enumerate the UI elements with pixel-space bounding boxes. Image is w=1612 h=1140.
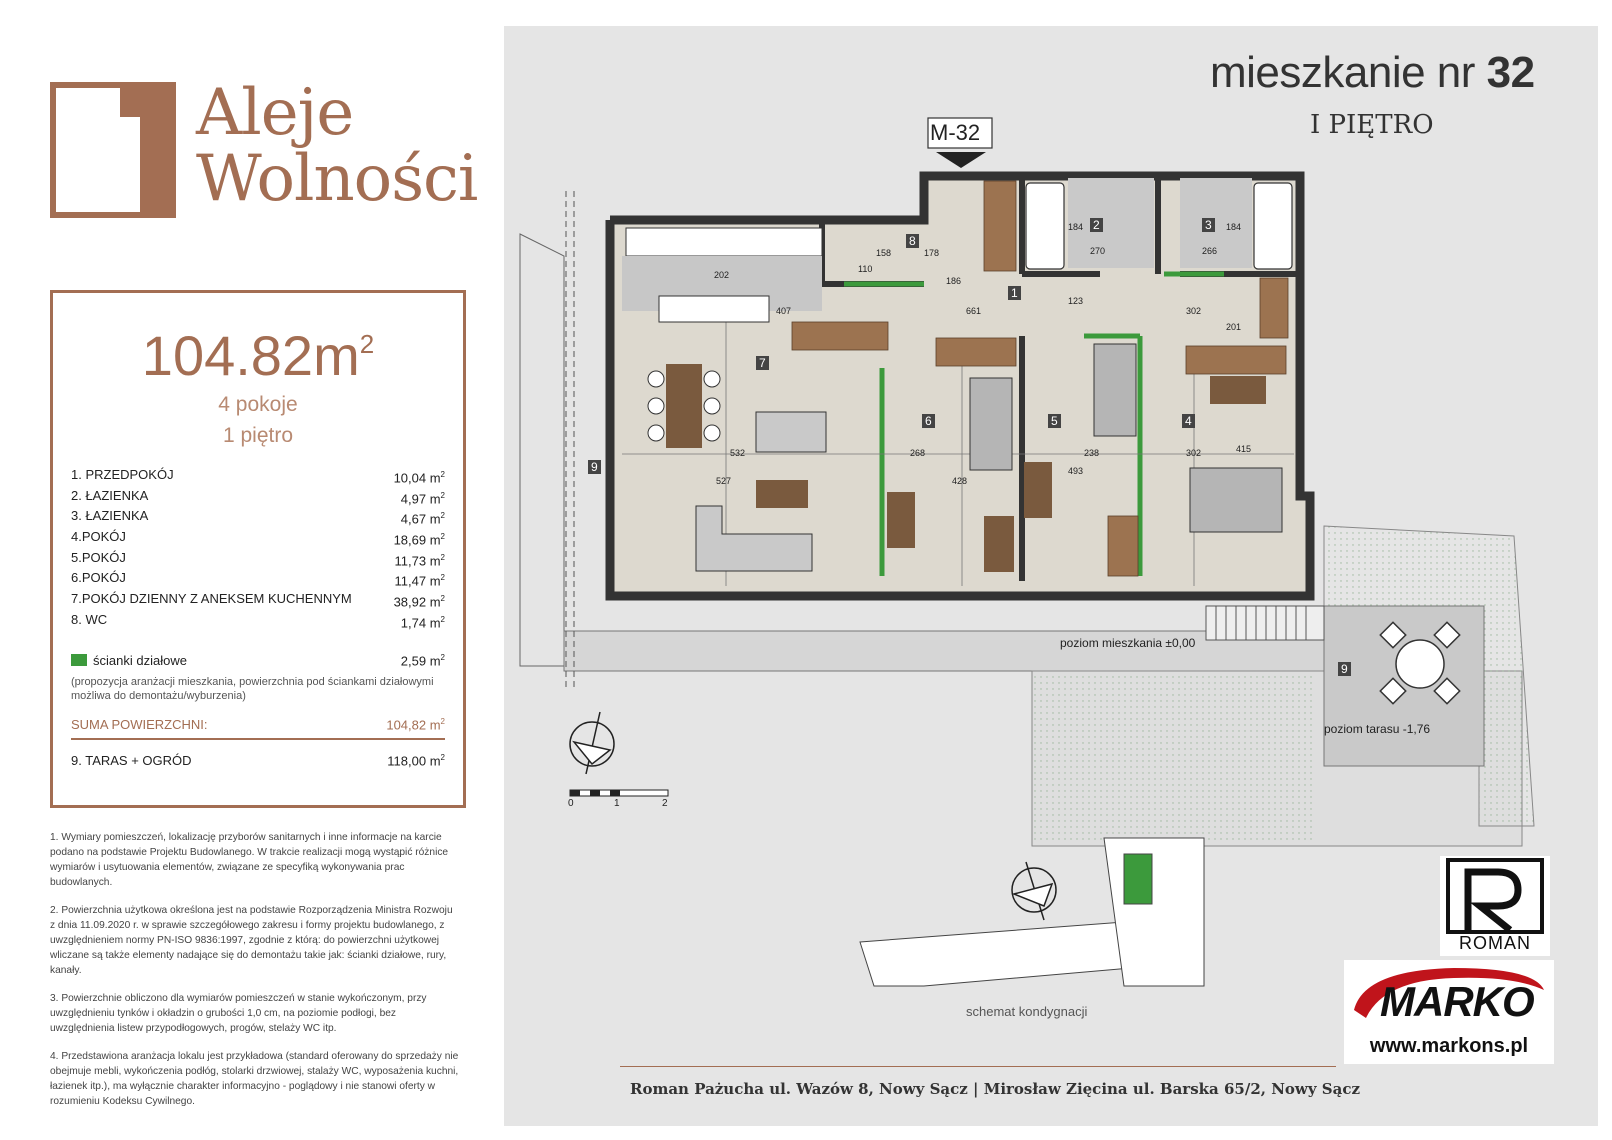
room-name: 8. WC — [71, 611, 108, 627]
apartment-title — [1210, 48, 1535, 98]
dimension-label: 532 — [730, 448, 746, 458]
rooms-list — [71, 465, 445, 631]
room-row — [71, 465, 445, 486]
partition-walls-sup: 2 — [440, 653, 445, 662]
floor-label: 1 piętro — [222, 424, 294, 447]
room-name: 7.POKÓJ DZIENNY Z ANEKSEM KUCHENNYM — [71, 591, 352, 607]
room-row — [71, 589, 445, 610]
room-area: 10,04 m — [393, 470, 441, 486]
room-area: 11,73 m — [394, 553, 441, 569]
dimension-label: 184 — [1068, 222, 1084, 232]
room-number-badge: 2 — [1090, 218, 1103, 232]
room-area-sup: 2 — [440, 532, 445, 542]
compass-icon — [570, 712, 614, 774]
total-area-value: 104.82m — [141, 324, 360, 387]
marko-url: www.markons.pl — [1369, 1035, 1529, 1057]
room-number-badge: 9 — [1338, 662, 1351, 676]
room-name: 2. ŁAZIENKA — [71, 487, 149, 503]
room-area: 11,47 m — [394, 573, 441, 589]
disclaimer-notes — [50, 830, 460, 1122]
room-number-badge: 9 — [588, 460, 601, 474]
dimension-label: 661 — [966, 306, 982, 316]
terrace-level-label: poziom tarasu -1,76 — [1324, 722, 1431, 736]
bed-icon — [1094, 344, 1136, 436]
dimension-label: 493 — [1068, 466, 1084, 476]
bed-icon — [970, 378, 1012, 470]
room-row — [71, 568, 445, 589]
armchair-icon — [756, 412, 826, 452]
wardrobe-icon — [1108, 516, 1138, 576]
scale-bar — [570, 790, 668, 796]
dimension-label: 527 — [716, 476, 732, 486]
dimension-label: 302 — [1186, 448, 1202, 458]
terrace-value: 118,00 m — [387, 753, 441, 769]
note-2: 2. Powierzchnia użytkowa określona jest na podstawie Rozporządzenia Ministra Rozwoju z dnia 11.09.2020 r. w sprawie szczegółowego zakresu i formy projektu budowlanego, z uwzględnieniem normy PN-ISO 9836:1997, zgodnie z którą: do powierzchni użytkowej wliczane są także elementy nadające się do demontażu takie jak: ścianki działowe, rury, kanały. — [50, 905, 453, 976]
wardrobe-icon — [936, 338, 1016, 366]
entrance-marker-arrow — [936, 152, 986, 168]
room-name: 5.POKÓJ — [71, 549, 126, 565]
bathtub-icon — [1026, 183, 1064, 269]
dimension-label: 415 — [1236, 444, 1252, 454]
dimension-label: 201 — [1226, 322, 1242, 332]
dimension-label: 158 — [876, 248, 892, 258]
room-number-badge: 4 — [1182, 414, 1195, 428]
apartment-info-card — [50, 290, 466, 808]
desk-icon — [984, 516, 1014, 572]
room-name: 4.POKÓJ — [71, 529, 126, 545]
dimension-label: 428 — [952, 476, 968, 486]
total-sup: 2 — [440, 717, 445, 726]
room-number-badge: 8 — [906, 234, 919, 248]
room-name: 1. PRZEDPOKÓJ — [71, 467, 174, 482]
schema-label: schemat kondygnacji — [966, 1004, 1088, 1019]
dimension-label: 266 — [1202, 246, 1218, 256]
room-row — [71, 506, 445, 527]
note-1: 1. Wymiary pomieszczeń, lokalizację przyborów sanitarnych i inne informacje na karcie podano na podstawie Projektu Budowlanego. W trakcie realizacji mogą wystąpić różnice wymiarów i usytuowania elementów, związane ze specyfiką wykonywania prac budowlanych. — [50, 832, 449, 888]
room-name: 3. ŁAZIENKA — [71, 508, 149, 524]
desk-icon — [1210, 376, 1266, 404]
brand-name — [196, 76, 478, 216]
desk-icon — [887, 492, 915, 548]
total-area-heading — [53, 323, 463, 388]
room-name: 6.POKÓJ — [71, 570, 126, 586]
room-number-badge: 5 — [1048, 414, 1061, 428]
room-row — [71, 527, 445, 548]
desk-icon — [1024, 462, 1052, 518]
total-value: 104,82 m — [386, 717, 441, 733]
marko-logo-text: MARKO — [1380, 978, 1534, 1025]
total-label: SUMA POWIERZCHNI: — [71, 717, 208, 732]
coffee-table-icon — [756, 480, 808, 508]
partition-walls-row — [71, 653, 445, 668]
dimension-label: 407 — [776, 306, 792, 316]
room-area: 4,67 m — [400, 511, 441, 527]
apartment-marker-label: M-32 — [930, 120, 981, 145]
room-area-sup: 2 — [440, 470, 445, 479]
room-area-sup: 2 — [440, 490, 445, 500]
scale-tick: 1 — [614, 798, 620, 809]
wardrobe-icon — [984, 181, 1016, 271]
room-area-sup: 2 — [440, 594, 445, 604]
room-area-sup: 2 — [440, 511, 445, 521]
rooms-count: 4 pokoje — [218, 393, 298, 416]
dimension-label: 186 — [946, 276, 962, 286]
apartment-level-label: poziom mieszkania ±0,00 — [1060, 636, 1196, 650]
room-number-badge: 1 — [1008, 286, 1021, 300]
room-area-sup: 2 — [440, 552, 445, 562]
partition-walls-label: ścianki działowe — [93, 653, 187, 668]
dimension-label: 202 — [714, 270, 730, 280]
total-area-row — [71, 717, 445, 740]
total-area-unit-sup: 2 — [359, 329, 375, 359]
dimension-label: 268 — [910, 448, 926, 458]
room-number-badge: 3 — [1202, 218, 1215, 232]
brand-name-line1: Aleje — [196, 76, 354, 150]
footer-divider — [620, 1066, 1336, 1067]
dimension-label: 270 — [1090, 246, 1106, 256]
brand-logo-mark — [50, 82, 176, 218]
terrace-label: 9. TARAS + OGRÓD — [71, 753, 192, 768]
apartment-title-prefix: mieszkanie nr — [1210, 48, 1475, 97]
dimension-label: 110 — [858, 264, 873, 274]
room-number-badge: 7 — [756, 356, 769, 370]
schema-compass-icon — [1012, 862, 1056, 920]
room-area: 18,69 m — [393, 532, 441, 548]
wardrobe-icon — [1186, 346, 1286, 374]
partition-walls-swatch — [71, 654, 87, 666]
room-row — [71, 610, 445, 631]
room-area: 38,92 m — [393, 594, 441, 610]
marko-logo — [1344, 960, 1554, 1064]
dimension-label: 123 — [1068, 296, 1084, 306]
roman-logo — [1440, 856, 1550, 956]
terrace-row — [71, 753, 445, 768]
terrace-area — [1324, 606, 1484, 766]
bathtub-icon — [1254, 183, 1292, 269]
roman-logo-text: ROMAN — [1459, 933, 1531, 953]
room-area: 1,74 m — [400, 615, 441, 631]
dimension-label: 184 — [1226, 222, 1242, 232]
dimension-label: 238 — [1084, 448, 1100, 458]
room-row — [71, 548, 445, 569]
note-4: 4. Przedstawiona aranżacja lokalu jest przykładowa (standard oferowany do sprzedaży nie obejmuje mebli, wykończenia podłóg, stolarki drzwiowej, stalaży WC, wyposażenia kuchni, łazienek itp.), ma wyłącznie charakter informacyjno - poglądowy i nie stanowi oferty w rozumieniu Kodeksu Cywilnego. — [50, 1051, 459, 1107]
terrace-sup: 2 — [440, 753, 445, 762]
roman-logo-mark-icon — [1440, 856, 1550, 936]
apartment-number: 32 — [1486, 48, 1535, 97]
partition-walls-area: 2,59 m — [400, 653, 441, 669]
dimension-label: 302 — [1186, 306, 1202, 316]
room-area: 4,97 m — [400, 491, 441, 507]
footer-contact: Roman Pażucha ul. Wazów 8, Nowy Sącz | Mirosław Zięcina ul. Barska 65/2, Nowy Sącz — [630, 1080, 1360, 1098]
room-area-sup: 2 — [440, 614, 445, 624]
room-row — [71, 486, 445, 507]
scale-tick: 0 — [568, 798, 574, 809]
note-3: 3. Powierzchnie obliczono dla wymiarów pomieszczeń w stanie wykończonym, przy uwzględnieniu tynków i okładzin o grubości 1,0 cm, na poziomie podłogi, bez uwzględnienia listew przypodłogowych, progów, stelaży WC itp. — [50, 993, 427, 1034]
room-area-sup: 2 — [440, 573, 445, 583]
dining-table-icon — [666, 364, 702, 448]
wardrobe-icon — [1260, 278, 1288, 338]
partition-walls-note: (propozycja aranżacji mieszkania, powierzchnia pod ściankami działowymi możliwa do demontażu/wyburzenia) — [71, 676, 434, 702]
room-number-badge: 6 — [922, 414, 935, 428]
scale-tick: 2 — [662, 798, 668, 809]
dimension-label: 178 — [924, 248, 940, 258]
wardrobe-icon — [792, 322, 888, 350]
apartment-floor-title: I PIĘTRO — [1310, 110, 1434, 140]
brand-name-line2: Wolności — [196, 142, 478, 216]
bed-icon — [1190, 468, 1282, 532]
